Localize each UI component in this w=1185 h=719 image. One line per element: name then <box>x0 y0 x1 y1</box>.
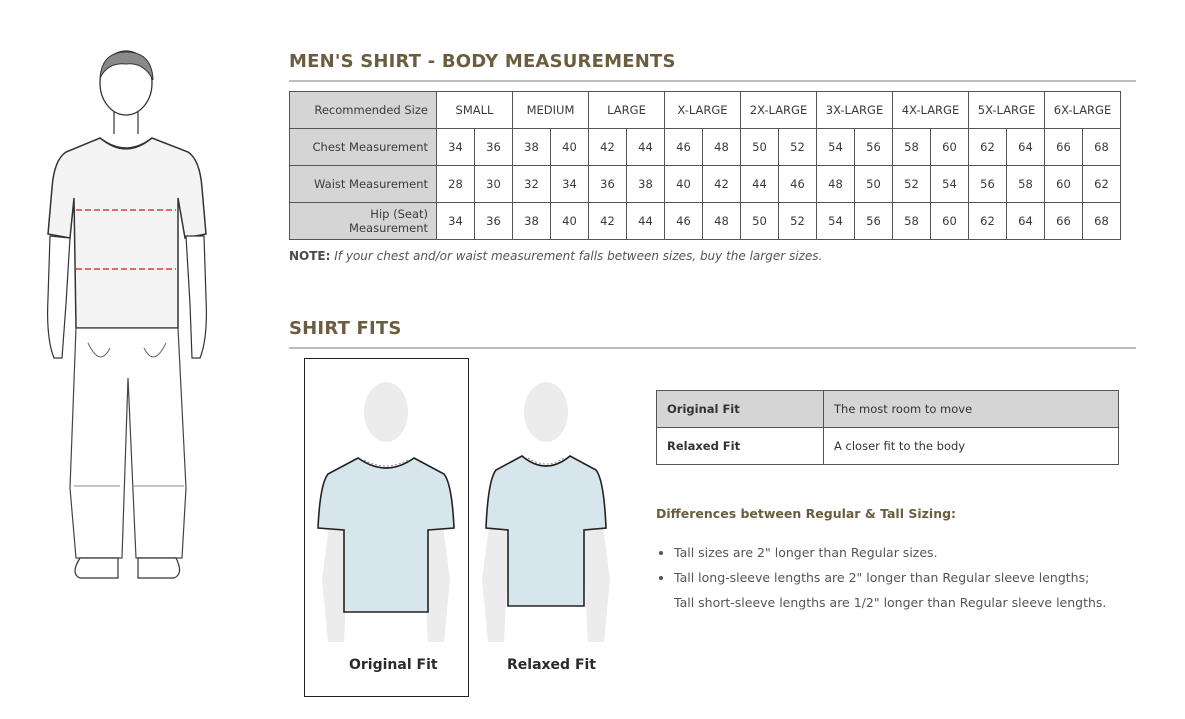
measurement-cell: 52 <box>893 166 931 203</box>
size-header-cell: 3X-LARGE <box>817 92 893 129</box>
measurement-cell: 54 <box>817 129 855 166</box>
measurement-cell: 58 <box>893 129 931 166</box>
shirt-outline <box>48 138 206 328</box>
size-header-cell: X-LARGE <box>665 92 741 129</box>
note-label: NOTE: <box>289 249 331 263</box>
measurement-cell: 56 <box>855 203 893 240</box>
measurement-cell: 60 <box>931 203 969 240</box>
size-note <box>289 249 822 263</box>
measurements-divider <box>289 80 1136 82</box>
fit-name: Relaxed Fit <box>657 428 824 465</box>
differences-list <box>656 540 1144 615</box>
measurement-cell: 38 <box>627 166 665 203</box>
list-item <box>674 540 1144 565</box>
original-fit-label: Original Fit <box>349 657 438 673</box>
measurement-cell: 54 <box>931 166 969 203</box>
measurement-cell: 46 <box>665 129 703 166</box>
list-item <box>674 565 1144 615</box>
measurement-cell: 30 <box>475 166 513 203</box>
table-row <box>657 428 1119 465</box>
measurement-cell: 66 <box>1045 203 1083 240</box>
measurement-cell: 46 <box>665 203 703 240</box>
fits-divider <box>289 347 1136 349</box>
size-header-cell: 2X-LARGE <box>741 92 817 129</box>
relaxed-fit-label: Relaxed Fit <box>507 657 596 673</box>
measurement-cell: 34 <box>437 129 475 166</box>
measurement-cell: 34 <box>551 166 589 203</box>
measurement-cell: 68 <box>1083 203 1121 240</box>
measurement-cell: 60 <box>1045 166 1083 203</box>
measurement-cell: 36 <box>475 129 513 166</box>
measurement-cell: 52 <box>779 203 817 240</box>
measurement-cell: 46 <box>779 166 817 203</box>
measurement-cell: 48 <box>703 203 741 240</box>
pants-outline <box>70 328 186 558</box>
measurement-cell: 44 <box>741 166 779 203</box>
measurement-cell: 42 <box>589 129 627 166</box>
table-row <box>290 129 1121 166</box>
measurement-cell: 56 <box>855 129 893 166</box>
measurement-cell: 60 <box>931 129 969 166</box>
table-row <box>290 166 1121 203</box>
note-text: If your chest and/or waist measurement falls between sizes, buy the larger sizes. <box>334 249 823 263</box>
size-header-cell: 6X-LARGE <box>1045 92 1121 129</box>
size-header-cell: 5X-LARGE <box>969 92 1045 129</box>
measurements-title: MEN'S SHIRT - BODY MEASUREMENTS <box>289 51 676 72</box>
measurement-cell: 56 <box>969 166 1007 203</box>
measurement-cell: 42 <box>589 203 627 240</box>
measurement-cell: 48 <box>817 166 855 203</box>
measurement-cell: 34 <box>437 203 475 240</box>
measurement-cell: 44 <box>627 129 665 166</box>
measurement-cell: 44 <box>627 203 665 240</box>
fit-name: Original Fit <box>657 391 824 428</box>
measurement-cell: 38 <box>513 203 551 240</box>
table-header-row <box>290 92 1121 129</box>
size-header-cell: SMALL <box>437 92 513 129</box>
size-header-cell: LARGE <box>589 92 665 129</box>
measurement-cell: 28 <box>437 166 475 203</box>
measurement-cell: 50 <box>855 166 893 203</box>
row-header: Chest Measurement <box>290 129 437 166</box>
measurement-cell: 48 <box>703 129 741 166</box>
fit-description: A closer fit to the body <box>824 428 1119 465</box>
table-row <box>657 391 1119 428</box>
fit-description-table <box>656 390 1119 465</box>
measurement-cell: 50 <box>741 203 779 240</box>
measurement-cell: 62 <box>969 203 1007 240</box>
size-measurement-table <box>289 91 1121 240</box>
list-item-text: Tall sizes are 2" longer than Regular sizes. <box>674 545 938 560</box>
original-fit-shirt-icon <box>316 380 456 650</box>
measurement-cell: 68 <box>1083 129 1121 166</box>
measurement-cell: 66 <box>1045 129 1083 166</box>
measurement-cell: 40 <box>551 203 589 240</box>
row-header: Waist Measurement <box>290 166 437 203</box>
measurement-cell: 38 <box>513 129 551 166</box>
measurement-cell: 36 <box>475 203 513 240</box>
size-header-cell: MEDIUM <box>513 92 589 129</box>
measurement-cell: 58 <box>1007 166 1045 203</box>
list-item-text-continued: Tall short-sleeve lengths are 1/2" longer than Regular sleeve lengths. <box>674 595 1107 610</box>
measurement-cell: 62 <box>1083 166 1121 203</box>
measurement-cell: 42 <box>703 166 741 203</box>
measurement-cell: 62 <box>969 129 1007 166</box>
size-header-cell: 4X-LARGE <box>893 92 969 129</box>
man-measurement-illustration <box>40 48 220 588</box>
head-icon <box>100 51 153 134</box>
fit-description: The most room to move <box>824 391 1119 428</box>
measurement-cell: 64 <box>1007 129 1045 166</box>
relaxed-fit-shirt-icon <box>476 380 616 650</box>
measurement-cell: 40 <box>665 166 703 203</box>
measurement-cell: 40 <box>551 129 589 166</box>
measurement-cell: 50 <box>741 129 779 166</box>
feet-outline <box>75 558 180 578</box>
measurement-cell: 64 <box>1007 203 1045 240</box>
measurement-cell: 32 <box>513 166 551 203</box>
measurement-cell: 58 <box>893 203 931 240</box>
list-item-text: Tall long-sleeve lengths are 2" longer than Regular sleeve lengths; <box>674 570 1090 585</box>
row-header: Recommended Size <box>290 92 437 129</box>
table-row <box>290 203 1121 240</box>
measurement-cell: 52 <box>779 129 817 166</box>
measurement-cell: 54 <box>817 203 855 240</box>
fits-title: SHIRT FITS <box>289 318 402 339</box>
row-header: Hip (Seat) Measurement <box>290 203 437 240</box>
differences-title: Differences between Regular & Tall Sizing: <box>656 506 957 521</box>
measurement-cell: 36 <box>589 166 627 203</box>
